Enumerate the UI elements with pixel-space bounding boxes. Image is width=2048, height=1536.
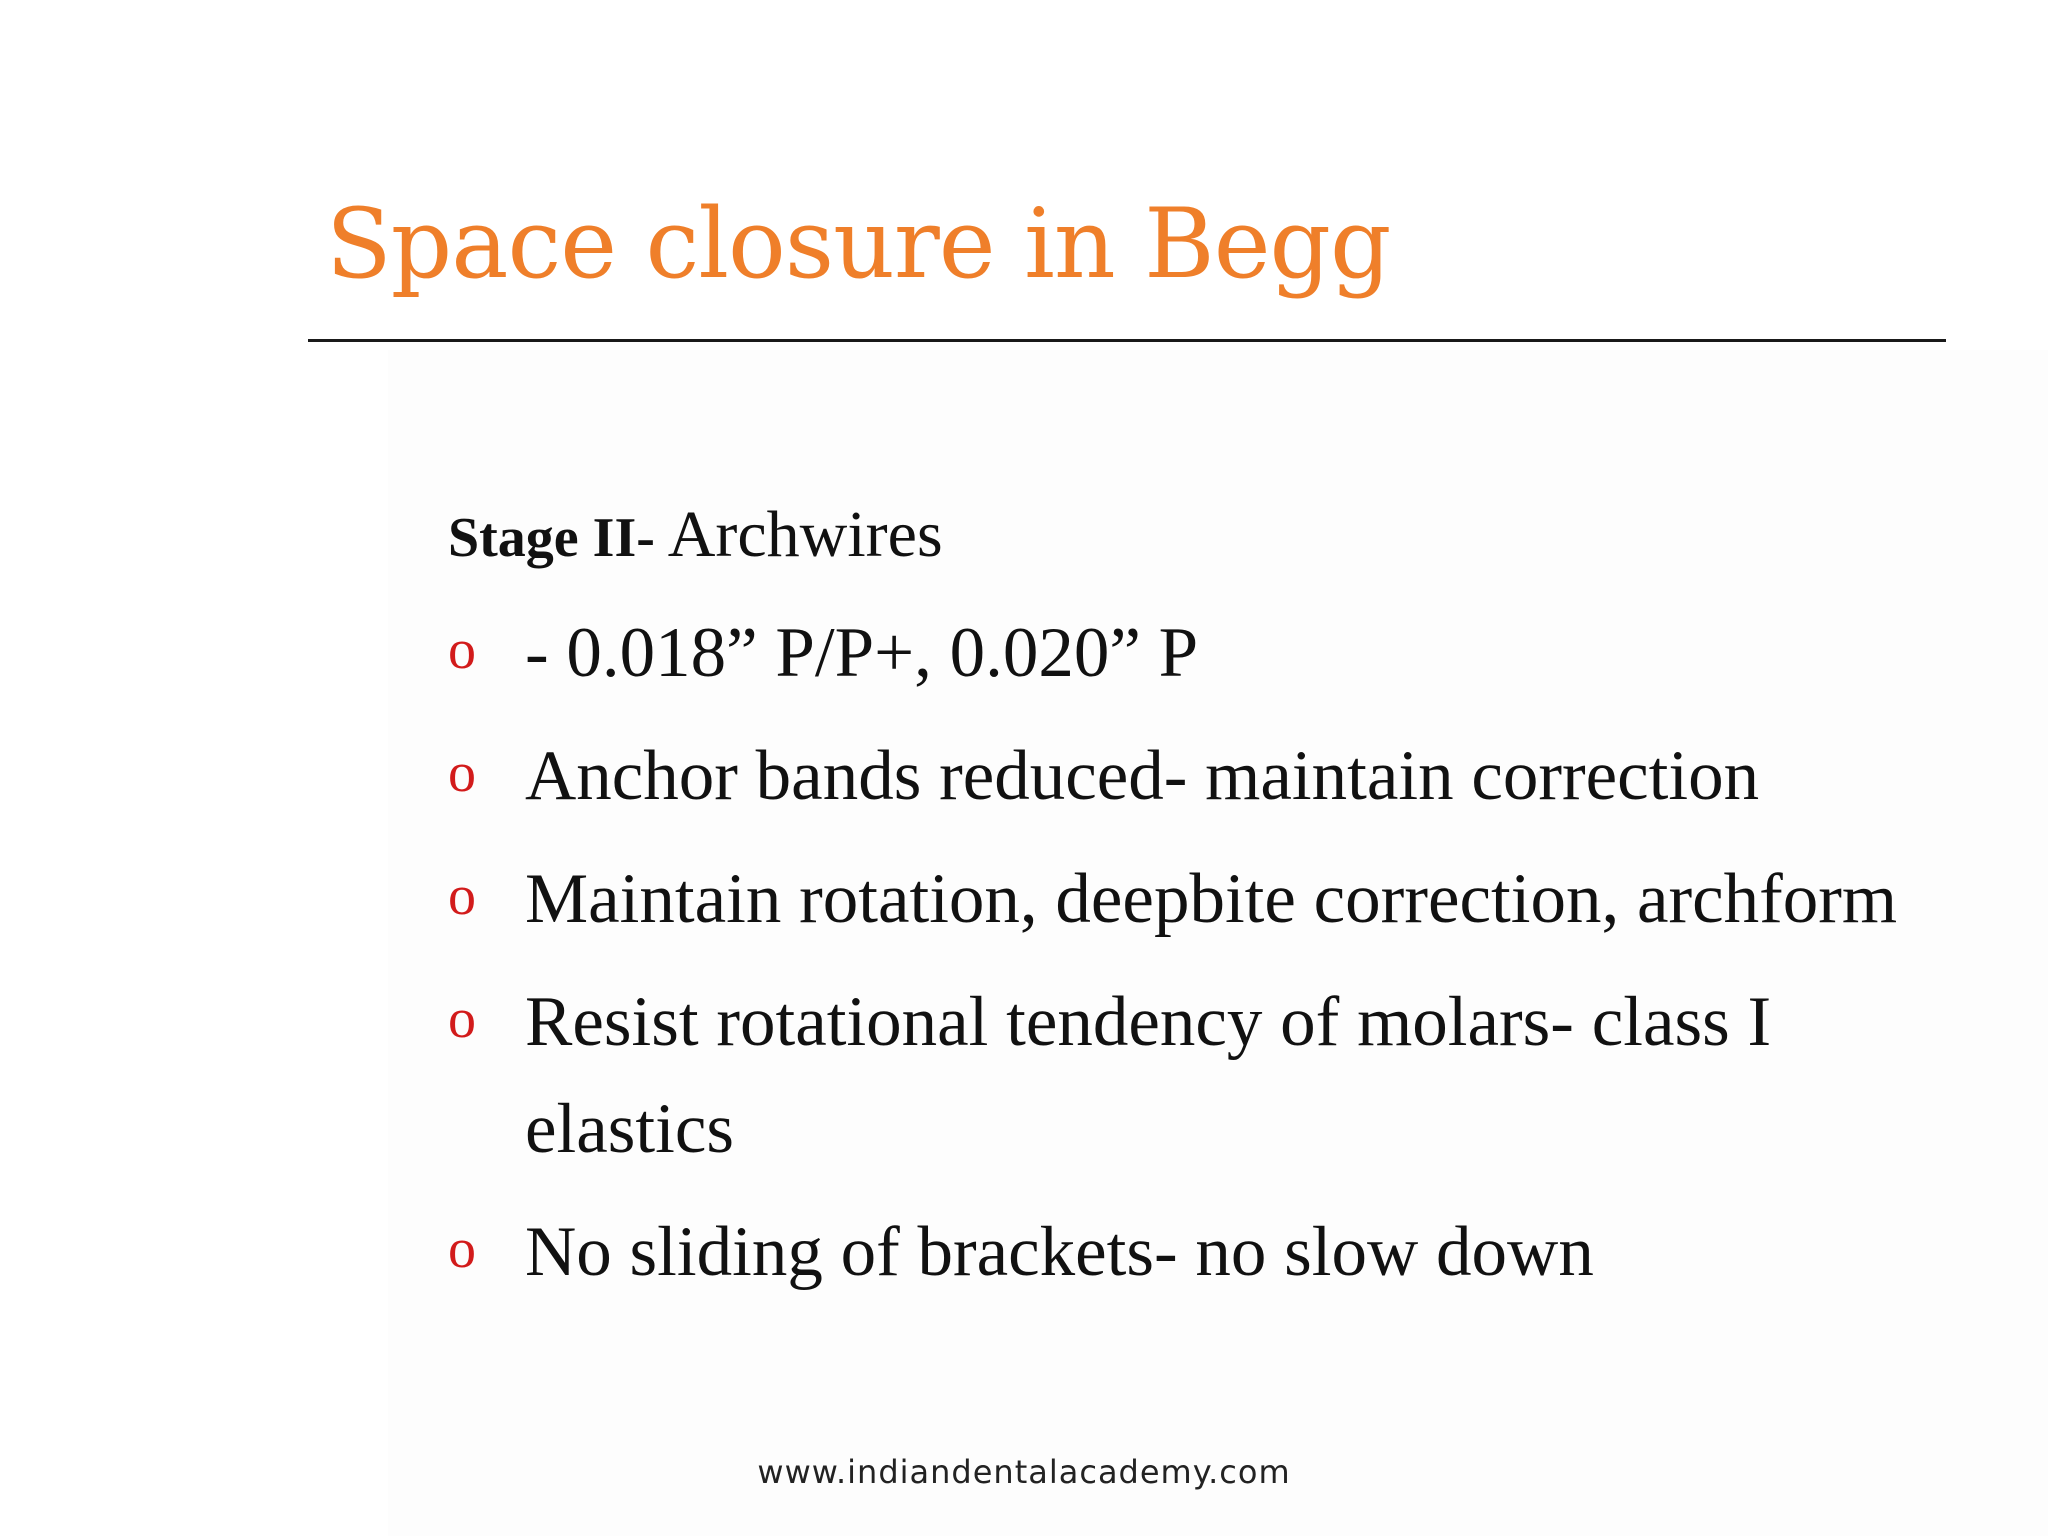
bullet-item (448, 723, 1945, 830)
stage-heading (448, 495, 1948, 578)
bullet-marker-icon: o (448, 988, 476, 1050)
slide-title: Space closure in Begg (326, 188, 1391, 300)
bullet-marker-icon: o (448, 865, 476, 927)
stage-text: Archwires (654, 498, 943, 571)
bullet-marker-icon: o (448, 619, 476, 681)
bullet-text: Anchor bands reduced- maintain correction (525, 737, 1760, 815)
bullet-list (448, 600, 1948, 1306)
bullet-item (448, 1199, 1945, 1306)
footer-url: www.indiandentalacademy.com (757, 1453, 1291, 1491)
bullet-text: - 0.018” P/P+, 0.020” P (525, 614, 1199, 692)
bullet-item (448, 600, 1945, 707)
bullet-marker-icon: o (448, 742, 476, 804)
bullet-text: Resist rotational tendency of molars- class I elastics (525, 983, 1772, 1168)
slide-body (448, 495, 1948, 1322)
bullet-marker-icon: o (448, 1218, 476, 1280)
stage-label: Stage II- (448, 507, 655, 569)
bullet-text: No sliding of brackets- no slow down (525, 1213, 1594, 1291)
bullet-item (448, 969, 1945, 1183)
bullet-item (448, 846, 1945, 953)
title-divider (308, 339, 1946, 342)
bullet-text: Maintain rotation, deepbite correction, archform (525, 860, 1898, 938)
